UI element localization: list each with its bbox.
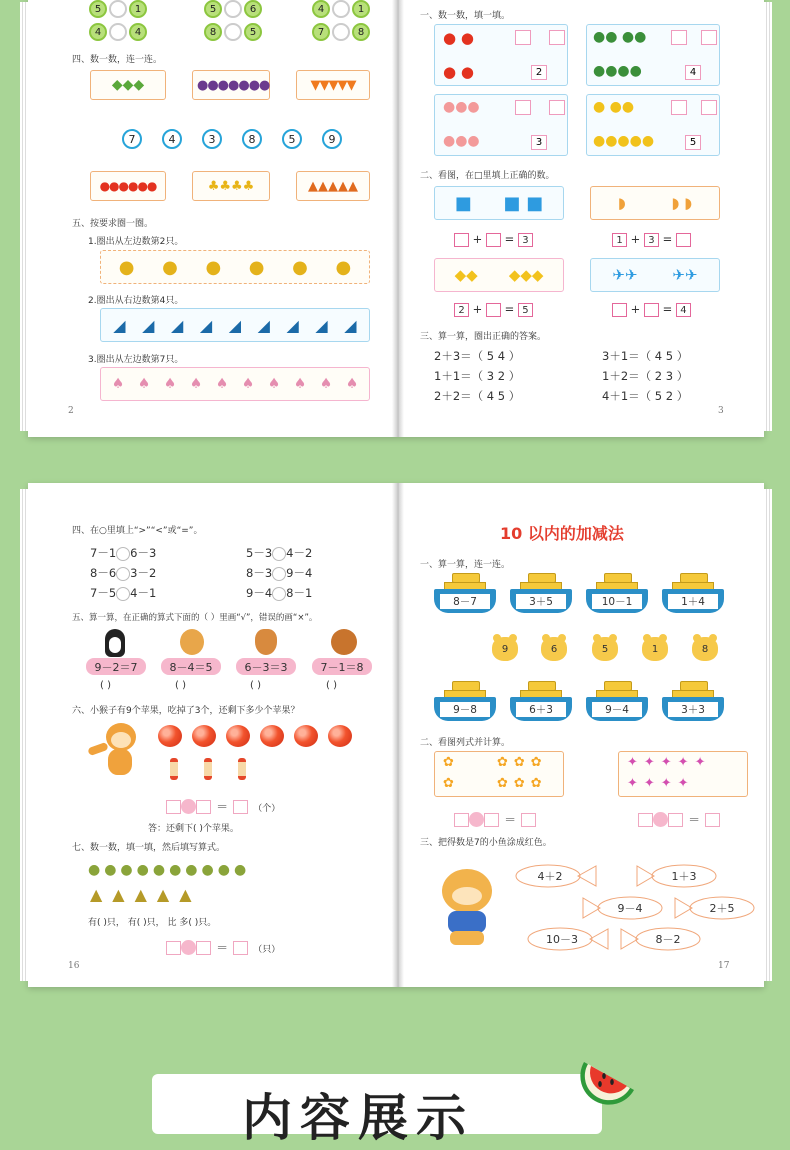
answer-blank[interactable] [668, 813, 683, 827]
answer-blank[interactable] [196, 941, 211, 955]
empty-circle[interactable] [332, 0, 350, 18]
boat-equation: 1＋4 [668, 594, 718, 609]
apple-core-icon [204, 758, 212, 780]
flower-icon: ✿✿✿ [497, 776, 548, 791]
flower-card [434, 751, 564, 797]
empty-circle[interactable] [332, 23, 350, 41]
bow-icon: ✦✦✦✦✦ [627, 755, 712, 770]
formula-flowers: ＝ [454, 809, 536, 828]
peach-icon: ●●● [443, 99, 480, 115]
fish-equation: 9－4 [617, 902, 643, 915]
answer-blank[interactable] [705, 813, 720, 827]
answer-blank[interactable] [486, 233, 501, 247]
apple-icon [192, 725, 216, 747]
compare-row [90, 565, 156, 581]
answer-blank[interactable] [612, 303, 627, 317]
dolphin-icon[interactable]: ◢ [315, 315, 328, 335]
bee-icon[interactable]: ● [292, 256, 308, 278]
tomato-box[interactable] [90, 171, 166, 201]
apple-icon [158, 725, 182, 747]
rabbit-icon[interactable]: ♠ [137, 376, 151, 392]
pair-group [204, 0, 264, 18]
pair-number: 8 [204, 23, 222, 41]
boat-card[interactable] [662, 573, 724, 617]
section-5-title: 五、按要求圈一圈。 [72, 219, 154, 229]
whole-number-box: 2 [531, 65, 547, 80]
whole-number-box: 4 [685, 65, 701, 80]
corn-box[interactable] [192, 171, 270, 201]
answer-blank[interactable] [454, 813, 469, 827]
fish-equation: 1＋3 [671, 870, 697, 883]
rabbit-icon[interactable]: ♠ [241, 376, 255, 392]
plus-sign: + [630, 232, 641, 246]
whole-number-box: 3 [531, 135, 547, 150]
expression: 6－3 [130, 546, 157, 560]
cat-icon [255, 629, 277, 655]
carrot-box[interactable] [296, 70, 370, 100]
plus-sign: + [472, 302, 483, 316]
boat-equation: 9－8 [440, 702, 490, 717]
bear-number[interactable]: 1 [642, 637, 668, 661]
pair-number: 7 [312, 23, 330, 41]
boat-equation: 3＋3 [668, 702, 718, 717]
fish-equation: 4＋2 [537, 870, 563, 883]
pair-number: 1 [129, 0, 147, 18]
number-circle[interactable]: 5 [282, 129, 302, 149]
plus-sign: + [472, 232, 483, 246]
dolphin-icon[interactable]: ◢ [199, 315, 213, 335]
compare-row [246, 565, 312, 581]
frog-icon: ▲▲▲▲▲ [90, 885, 202, 904]
bee-row[interactable] [100, 250, 370, 284]
equation-b [612, 232, 691, 247]
pair-number: 1 [352, 0, 370, 18]
section-7-title: 七、数一数，填一填，然后填写算式。 [72, 843, 226, 853]
pair-number: 8 [352, 23, 370, 41]
plus-sign: + [630, 302, 641, 316]
empty-circle[interactable] [109, 0, 127, 18]
banner-title: 内容展示 [242, 1089, 474, 1147]
boat-equation: 9－4 [592, 702, 642, 717]
turtle-row [88, 862, 250, 878]
fish-card[interactable] [618, 926, 704, 952]
section-5-title: 五、算一算，在正确的算式下面的（ ）里画“√”，错误的画“×”。 [72, 613, 318, 623]
apple-icon: ● ● [443, 29, 474, 47]
answer-blank[interactable] [233, 941, 248, 955]
apple-icon [328, 725, 352, 747]
expression: 3－2 [130, 566, 157, 580]
section-6-title: 六、小猴子有9个苹果，吃掉了3个，还剩下多少个苹果？ [72, 706, 300, 716]
answer-blank[interactable] [521, 813, 536, 827]
fish-icon: ◆◆◆ [508, 266, 544, 284]
lion-icon [180, 629, 204, 655]
answer-blank[interactable] [166, 941, 181, 955]
check-equation: 6－3＝3 [236, 658, 296, 675]
check-equation: 7－1＝8 [312, 658, 372, 675]
croissant-card [590, 186, 720, 220]
result-box: 3 [518, 233, 533, 247]
page-edges-right [764, 489, 772, 981]
equals-sign: = [662, 232, 673, 246]
bird-card [590, 258, 720, 292]
operator-circle[interactable] [181, 799, 196, 814]
rabbit-icon[interactable]: ♠ [189, 376, 203, 392]
bow-card [618, 751, 748, 797]
bird-icon: ✈✈ [612, 266, 638, 284]
split-card [434, 94, 568, 156]
cabbage-icon: ◆◆◆ [111, 77, 145, 93]
boat-card[interactable] [510, 573, 572, 617]
bear-number[interactable]: 6 [541, 637, 567, 661]
page-17 [404, 483, 764, 987]
boat-card[interactable] [586, 681, 648, 725]
formula-bows: ＝ [638, 809, 720, 828]
section-2-title: 二、看图列式并计算。 [420, 738, 511, 748]
watermelon-icon [578, 1050, 640, 1112]
apple-icon [260, 725, 284, 747]
split-card [586, 24, 720, 86]
section-1-title: 一、数一数，填一填。 [420, 11, 511, 21]
split-card [586, 94, 720, 156]
flower-icon: ✿ [443, 776, 454, 791]
fish-equation: 10－3 [546, 933, 578, 946]
result-box: 5 [518, 303, 533, 317]
pair-group [312, 0, 372, 18]
page-number: 3 [718, 406, 724, 416]
equation-a [454, 232, 533, 247]
expression: 8－1 [286, 586, 313, 600]
dolphin-icon[interactable]: ◢ [171, 315, 184, 335]
eggplant-icon: ●●●●●●● [197, 77, 270, 93]
carrot-icon: ▼▼▼▼▼ [310, 77, 356, 93]
boat-equation: 6＋3 [516, 702, 566, 717]
bee-icon[interactable]: ● [118, 256, 135, 278]
answer-paren[interactable]: ( ) [175, 680, 186, 691]
pair-number: 4 [129, 23, 147, 41]
expression: 9－4 [286, 566, 313, 580]
answer-blank[interactable] [638, 813, 653, 827]
operator-circle[interactable] [469, 812, 484, 827]
unit-label: （只） [253, 945, 281, 955]
dolphin-icon[interactable]: ◢ [228, 315, 242, 335]
monkey-icon [88, 723, 148, 781]
empty-circle[interactable] [224, 0, 242, 18]
number-box: 1 [612, 233, 627, 247]
fish-card[interactable] [634, 863, 720, 889]
bow-icon: ✦✦✦✦ [627, 776, 695, 791]
page-number: 17 [718, 961, 730, 971]
apple-icon: ● ● [443, 63, 474, 81]
pear-icon: ●●●●● [593, 133, 655, 149]
page-number: 16 [68, 961, 80, 971]
dolphin-row[interactable] [100, 308, 370, 342]
choice-equation[interactable]: 2＋3＝（ 5 4 ） [434, 349, 521, 363]
unit-label: （个） [253, 804, 281, 814]
apple-icon [294, 725, 318, 747]
compare-row [90, 545, 156, 561]
rabbit-icon[interactable]: ♠ [319, 376, 333, 392]
mushroom-icon: ▲▲▲▲▲ [308, 178, 358, 194]
section-2-title: 二、看图，在□里填上正确的数。 [420, 171, 555, 181]
fish-card[interactable] [580, 895, 666, 921]
peach-icon: ●●● [443, 133, 480, 149]
compare-circle[interactable] [272, 547, 286, 561]
blank-box[interactable] [549, 30, 565, 45]
compare-circle[interactable] [272, 587, 286, 601]
dolphin-icon[interactable]: ◢ [142, 315, 155, 335]
expression: 9－4 [246, 586, 273, 600]
boat-equation: 8－7 [440, 594, 490, 609]
blank-box[interactable] [549, 100, 565, 115]
bottom-book-spread [28, 483, 764, 987]
apple-core-icon [170, 758, 178, 780]
number-box: 2 [454, 303, 469, 317]
fish-icon: ◆◆ [454, 266, 478, 284]
mushroom-box[interactable] [296, 171, 370, 201]
expression: 8－6 [90, 566, 117, 580]
answer-paren[interactable]: ( ) [250, 680, 261, 691]
compare-row [246, 585, 312, 601]
operator-circle[interactable] [653, 812, 668, 827]
book-spine [392, 483, 404, 987]
empty-circle[interactable] [109, 23, 127, 41]
dolphin-icon[interactable]: ◢ [344, 315, 357, 335]
rabbit-icon[interactable]: ♠ [111, 376, 125, 392]
expression: 5－3 [246, 546, 273, 560]
content-display-banner [152, 1074, 602, 1147]
expression: 8－3 [246, 566, 273, 580]
empty-circle[interactable] [224, 23, 242, 41]
expression: 4－2 [286, 546, 313, 560]
expression: 7－1 [90, 546, 117, 560]
pair-number: 4 [89, 23, 107, 41]
answer-blank[interactable] [196, 800, 211, 814]
pair-number: 4 [312, 0, 330, 18]
pair-group [89, 23, 149, 41]
pair-group [204, 23, 264, 41]
number-circle[interactable]: 7 [122, 129, 142, 149]
gift-card [434, 186, 564, 220]
rabbit-icon[interactable]: ♠ [293, 376, 307, 392]
choice-equation[interactable]: 2＋2＝（ 4 5 ） [434, 389, 521, 403]
fish-card[interactable] [514, 863, 600, 889]
answer-blank[interactable] [166, 800, 181, 814]
whole-number-box: 5 [685, 135, 701, 150]
rabbit-icon[interactable]: ♠ [215, 376, 229, 392]
apple-core-icon [238, 758, 246, 780]
check-equation: 9－2＝7 [86, 658, 146, 675]
bear-number[interactable]: 8 [692, 637, 718, 661]
boat-card[interactable] [662, 681, 724, 725]
boat-equation: 3＋5 [516, 594, 566, 609]
choice-equation[interactable]: 4＋1＝（ 5 2 ） [602, 389, 689, 403]
choice-equation[interactable]: 3＋1＝（ 4 5 ） [602, 349, 689, 363]
pair-group [312, 23, 372, 41]
answer-blank[interactable] [486, 303, 501, 317]
number-circle[interactable]: 9 [322, 129, 342, 149]
pair-number: 5 [244, 23, 262, 41]
number-circle[interactable]: 4 [162, 129, 182, 149]
cat-icon [434, 869, 504, 949]
book-spine [392, 0, 404, 437]
boat-card[interactable] [434, 573, 496, 617]
boat-card[interactable] [510, 681, 572, 725]
flower-icon: ✿✿✿ [497, 755, 548, 770]
pair-number: 5 [89, 0, 107, 18]
answer-sentence: 答：还剩下( )个苹果。 [148, 824, 239, 834]
check-equation: 8－4＝5 [161, 658, 221, 675]
compare-circle[interactable] [116, 587, 130, 601]
rabbit-icon[interactable]: ♠ [345, 376, 359, 392]
page-3 [404, 0, 764, 437]
pair-group [89, 0, 149, 18]
expression: 7－5 [90, 586, 117, 600]
dolphin-icon[interactable]: ◢ [286, 315, 299, 335]
blank-box[interactable] [671, 30, 687, 45]
watermelon-icon: ●● ●● [593, 29, 647, 45]
operator-circle[interactable] [181, 940, 196, 955]
fish-card[interactable] [526, 926, 612, 952]
expression: 4－1 [130, 586, 157, 600]
bee-icon[interactable]: ● [248, 256, 265, 278]
answer-blank[interactable] [233, 800, 248, 814]
boat-card[interactable] [434, 681, 496, 725]
pair-number: 5 [204, 0, 222, 18]
section-4-title: 四、在○里填上“>”“<”或“=”。 [72, 526, 203, 536]
answer-blank[interactable] [644, 303, 659, 317]
top-book-spread [28, 0, 764, 437]
page-edges-right [764, 2, 772, 431]
question-1: 1.圈出从左边数第2只。 [88, 237, 184, 247]
answer-paren[interactable]: ( ) [326, 680, 337, 691]
count-sentence: 有( )只， 有( )只， 比 多( )只。 [88, 918, 217, 928]
answer-paren[interactable]: ( ) [100, 680, 111, 691]
blank-box[interactable] [701, 30, 717, 45]
equation-d [612, 302, 691, 317]
fish-card[interactable] [672, 895, 758, 921]
blank-box[interactable] [701, 100, 717, 115]
split-card [434, 24, 568, 86]
page-edges-left [20, 489, 28, 981]
dolphin-icon[interactable]: ◢ [113, 315, 126, 335]
corn-icon: ♣♣♣♣ [207, 178, 255, 194]
bear-number[interactable]: 5 [592, 637, 618, 661]
blank-box[interactable] [671, 100, 687, 115]
bee-icon[interactable]: ● [205, 256, 222, 278]
section-1-title: 一、算一算，连一连。 [420, 560, 511, 570]
section-3-title: 三、算一算，圈出正确的答案。 [420, 332, 547, 342]
choice-equation[interactable]: 1＋1＝（ 3 2 ） [434, 369, 521, 383]
pair-number: 6 [244, 0, 262, 18]
compare-circle[interactable] [116, 547, 130, 561]
fish-card [434, 258, 564, 292]
pear-icon: ● ●● [593, 99, 635, 115]
page-edges-left [20, 2, 28, 431]
page-number: 2 [68, 406, 74, 416]
bee-icon[interactable]: ● [335, 256, 352, 278]
hedgehog-icon [331, 629, 357, 655]
rabbit-icon[interactable]: ♠ [267, 376, 281, 392]
compare-row [90, 585, 156, 601]
penguin-icon [105, 629, 125, 657]
blank-box[interactable] [515, 30, 531, 45]
frog-row [90, 885, 202, 904]
gift-icon: ■ ■ [503, 192, 544, 214]
number-circle[interactable]: 8 [242, 129, 262, 149]
page-16 [28, 483, 392, 987]
dolphin-icon[interactable]: ◢ [257, 315, 270, 335]
section-3-title: 三、把得数是7的小鱼涂成红色。 [420, 838, 552, 848]
gift-icon: ■ [454, 192, 472, 214]
bear-number[interactable]: 9 [492, 637, 518, 661]
compare-circle[interactable] [272, 567, 286, 581]
question-3: 3.圈出从左边数第7只。 [88, 355, 184, 365]
boat-equation: 10－1 [592, 594, 642, 609]
apple-icon [226, 725, 250, 747]
answer-blank[interactable] [454, 233, 469, 247]
result-box: 4 [676, 303, 691, 317]
bee-icon[interactable]: ● [162, 256, 178, 278]
section-4-title: 四、数一数，连一连。 [72, 55, 163, 65]
bird-icon: ✈✈ [672, 266, 698, 284]
watermelon-icon: ●●●● [593, 63, 642, 79]
tomato-icon: ●●●●●● [99, 179, 157, 193]
turtle-icon: ●●●●●●●●●● [88, 862, 251, 878]
question-2: 2.圈出从右边数第4只。 [88, 296, 184, 306]
boat-card[interactable] [586, 573, 648, 617]
fish-equation: 8－2 [655, 933, 681, 946]
flower-icon: ✿ [443, 755, 454, 770]
answer-blank[interactable] [676, 233, 691, 247]
choice-equation[interactable]: 1＋2＝（ 2 3 ） [602, 369, 689, 383]
equals-sign: = [504, 302, 515, 316]
fish-equation: 2＋5 [709, 902, 735, 915]
equals-sign: = [662, 302, 673, 316]
number-circle[interactable]: 3 [202, 129, 222, 149]
rabbit-row[interactable] [100, 367, 370, 401]
compare-row [246, 545, 312, 561]
formula-animals: ＝ （只） [166, 937, 280, 956]
cabbage-box[interactable] [90, 70, 166, 100]
rabbit-icon[interactable]: ♠ [163, 376, 177, 392]
formula-apples: ＝ （个） [166, 796, 280, 815]
equals-sign: = [504, 232, 515, 246]
equation-c [454, 302, 533, 317]
chapter-title: 10 以内的加减法 [500, 524, 624, 543]
blank-box[interactable] [515, 100, 531, 115]
croissant-icon: ◗ [617, 194, 626, 212]
croissant-icon: ◗ ◗ [671, 194, 693, 212]
number-box: 3 [644, 233, 659, 247]
eggplant-box[interactable] [192, 70, 270, 100]
compare-circle[interactable] [116, 567, 130, 581]
page-2 [28, 0, 392, 437]
answer-blank[interactable] [484, 813, 499, 827]
